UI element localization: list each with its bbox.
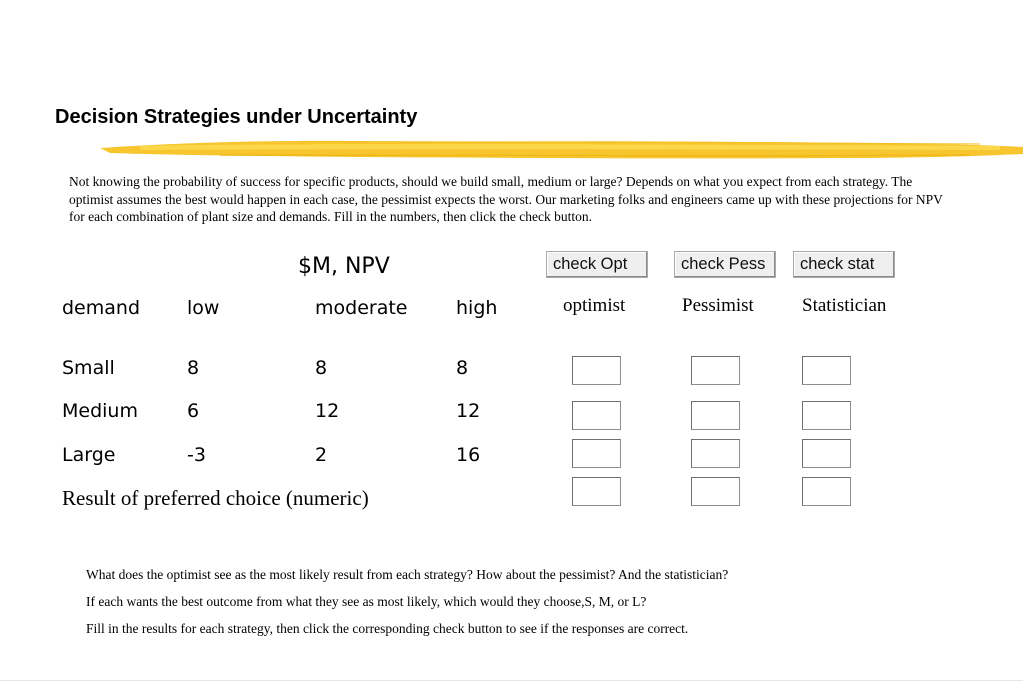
cell-small-moderate: 8	[315, 357, 328, 379]
optimist-result-input[interactable]	[572, 477, 621, 506]
statistician-medium-input[interactable]	[802, 401, 851, 430]
cell-large-low: -3	[187, 444, 206, 466]
cell-large-moderate: 2	[315, 444, 328, 466]
cell-large-high: 16	[456, 444, 481, 466]
statistician-small-input[interactable]	[802, 356, 851, 385]
cell-medium-moderate: 12	[315, 400, 340, 422]
statistician-header: Statistician	[802, 295, 887, 316]
yellow-brush-stroke	[100, 134, 1023, 164]
column-header-low: low	[187, 297, 220, 319]
page-title: Decision Strategies under Uncertainty	[55, 106, 418, 128]
statistician-large-input[interactable]	[802, 439, 851, 468]
check-optimist-button[interactable]: check Opt	[546, 251, 648, 278]
statistician-result-input[interactable]	[802, 477, 851, 506]
question-line-3: Fill in the results for each strategy, then click the corresponding check button to see if the responses are correct.	[86, 621, 689, 636]
units-label: $M, NPV	[298, 254, 390, 279]
cell-small-high: 8	[456, 357, 469, 379]
bottom-divider	[0, 680, 1023, 681]
pessimist-large-input[interactable]	[691, 439, 740, 468]
question-line-2: If each wants the best outcome from what they see as most likely, which would they choose,S, M, or L?	[86, 594, 647, 609]
table-corner-demand: demand	[62, 297, 141, 319]
row-label-medium: Medium	[62, 400, 138, 422]
pessimist-medium-input[interactable]	[691, 401, 740, 430]
pessimist-header: Pessimist	[682, 295, 754, 316]
row-label-small: Small	[62, 357, 115, 379]
pessimist-small-input[interactable]	[691, 356, 740, 385]
cell-small-low: 8	[187, 357, 200, 379]
question-line-1: What does the optimist see as the most likely result from each strategy? How about the pessimist? And the statistician?	[86, 567, 729, 582]
check-pessimist-button[interactable]: check Pess	[674, 251, 776, 278]
cell-medium-low: 6	[187, 400, 200, 422]
intro-paragraph: Not knowing the probability of success for specific products, should we build small, medium or large? Depends on what you expect from each strategy. The optimist assumes the best would happen in each case, the pessimist expects the worst. Our marketing folks and engineers came up with these projections for NPV for each combination of plant size and demands. Fill in the numbers, then click the check button.	[69, 174, 943, 224]
optimist-small-input[interactable]	[572, 356, 621, 385]
result-label: Result of preferred choice (numeric)	[62, 486, 369, 510]
column-header-moderate: moderate	[315, 297, 408, 319]
optimist-medium-input[interactable]	[572, 401, 621, 430]
optimist-large-input[interactable]	[572, 439, 621, 468]
cell-medium-high: 12	[456, 400, 481, 422]
column-header-high: high	[456, 297, 498, 319]
pessimist-result-input[interactable]	[691, 477, 740, 506]
row-label-large: Large	[62, 444, 116, 466]
optimist-header: optimist	[563, 295, 626, 316]
check-statistician-button[interactable]: check stat	[793, 251, 895, 278]
